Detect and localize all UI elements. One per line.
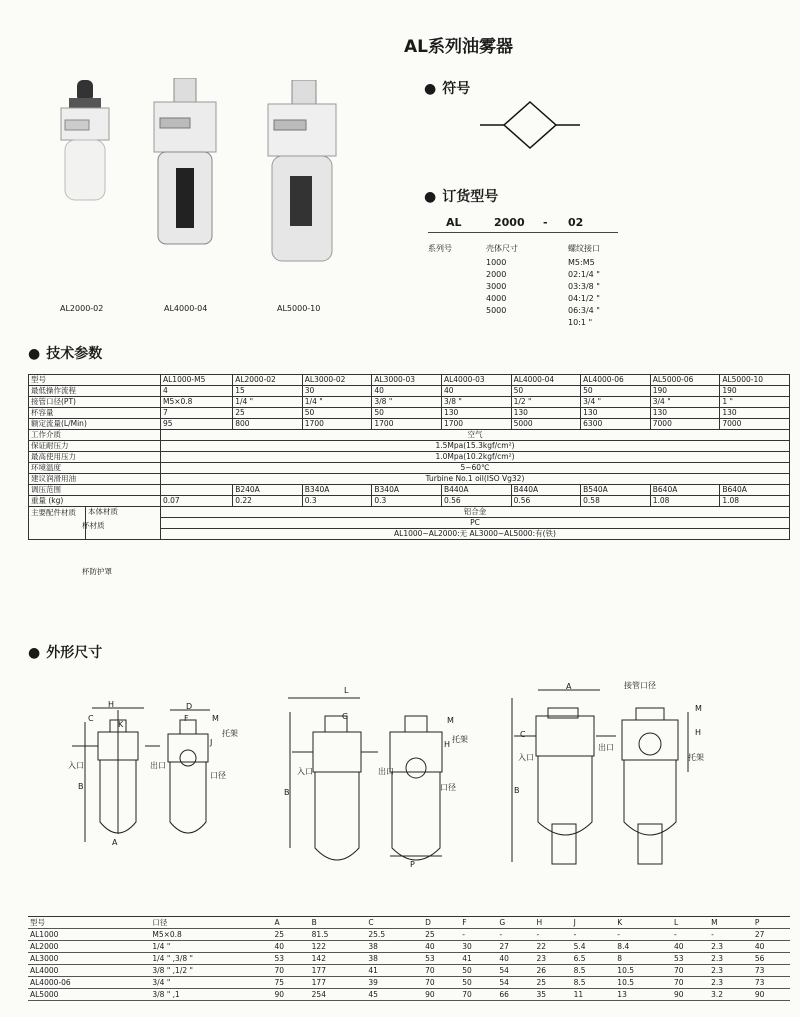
- table-row: [29, 452, 790, 463]
- table-cell: 0.3: [372, 496, 442, 507]
- table-cell: B340A: [302, 485, 372, 496]
- table-cell: 7: [161, 408, 233, 419]
- table-row: [29, 397, 790, 408]
- dim-letter: K: [118, 720, 124, 729]
- table-cell: 50: [372, 408, 442, 419]
- table-row: [28, 953, 790, 965]
- table-cell: 81.5: [310, 929, 367, 941]
- dims-heading: ● 外形尺寸: [28, 645, 103, 661]
- table-cell: 1.08: [650, 496, 720, 507]
- table-cell: 1700: [372, 419, 442, 430]
- table-cell: B440A: [511, 485, 581, 496]
- table-cell: 800: [233, 419, 303, 430]
- table-cell: 型号: [28, 917, 150, 929]
- table-cell: 50: [511, 386, 581, 397]
- table-row: [28, 941, 790, 953]
- table-cell: 25: [233, 408, 303, 419]
- table-cell: 杯容量: [29, 408, 161, 419]
- table-cell: 最高使用压力: [29, 452, 161, 463]
- table-cell: 0.56: [441, 496, 511, 507]
- table-cell: AL5000: [28, 989, 150, 1001]
- table-cell: 41: [460, 953, 497, 965]
- table-cell: 保证耐压力: [29, 441, 161, 452]
- port-label: 口径: [210, 771, 226, 780]
- table-cell: 53: [273, 953, 310, 965]
- spec-header-label: 型号: [29, 375, 161, 386]
- tech-heading: ● 技术参数: [28, 346, 103, 362]
- dim-letter: P: [410, 860, 415, 869]
- dim-letter: M: [212, 714, 219, 723]
- table-cell: AL3000-02: [302, 375, 372, 386]
- table-cell: 2.3: [709, 953, 753, 965]
- table-cell: 40: [441, 386, 511, 397]
- pipe-port-label: 接管口径: [624, 681, 656, 690]
- order-code-series: AL: [446, 216, 462, 229]
- table-row: [29, 419, 790, 430]
- table-cell: 54: [497, 965, 534, 977]
- dim-letter: B: [78, 782, 84, 791]
- table-cell: 27: [497, 941, 534, 953]
- table-cell: 口径: [150, 917, 272, 929]
- table-cell: 130: [511, 408, 581, 419]
- table-cell: 53: [423, 953, 460, 965]
- port-label: 螺纹接口: [568, 244, 600, 253]
- dim-letter: D: [186, 702, 193, 711]
- material-part-label: 杯材质: [82, 521, 105, 530]
- table-cell: 35: [535, 989, 572, 1001]
- table-cell: 1/4 " ,3/8 ": [150, 953, 272, 965]
- outlet-label: 出口: [150, 761, 166, 770]
- dim-letter: H: [444, 740, 451, 749]
- dim-letter: H: [108, 700, 115, 709]
- table-cell: 1.0Mpa(10.2kgf/cm²): [161, 452, 790, 463]
- drawing-al5000-side: [622, 708, 688, 864]
- table-row: [29, 474, 790, 485]
- order-code-dash: -: [543, 216, 548, 229]
- table-cell: 最低操作流程: [29, 386, 161, 397]
- table-cell: 0.3: [302, 496, 372, 507]
- dim-letter: M: [447, 716, 454, 725]
- table-header-row: [28, 917, 790, 929]
- table-cell: 70: [273, 965, 310, 977]
- drawing-al3000-side: [390, 716, 442, 860]
- table-cell: 25: [423, 929, 460, 941]
- table-cell: 66: [497, 989, 534, 1001]
- table-cell: 接管口径(PT): [29, 397, 161, 408]
- table-row: [29, 386, 790, 397]
- table-cell: 0.07: [161, 496, 233, 507]
- table-cell: M5×0.8: [150, 929, 272, 941]
- dim-letter: B: [514, 786, 520, 795]
- table-cell: -: [535, 929, 572, 941]
- table-cell: 工作介质: [29, 430, 161, 441]
- table-cell: 50: [581, 386, 651, 397]
- table-row: [29, 430, 790, 441]
- table-cell: 30: [460, 941, 497, 953]
- dim-letter: B: [284, 788, 290, 797]
- table-cell: -: [497, 929, 534, 941]
- table-cell: 50: [302, 408, 372, 419]
- table-cell: 8.4: [615, 941, 672, 953]
- table-cell: 13: [615, 989, 672, 1001]
- table-cell: 90: [672, 989, 709, 1001]
- spec-table: [28, 374, 790, 540]
- table-cell: AL5000-06: [650, 375, 720, 386]
- table-header-row: [29, 375, 790, 386]
- table-cell: 6300: [581, 419, 651, 430]
- table-cell: B440A: [441, 485, 511, 496]
- table-cell: 1 ": [720, 397, 790, 408]
- table-cell: 122: [310, 941, 367, 953]
- product-image-al4000: [150, 78, 220, 248]
- table-cell: 1/2 ": [511, 397, 581, 408]
- table-cell: 73: [753, 965, 790, 977]
- table-cell: 254: [310, 989, 367, 1001]
- dimension-table: [28, 916, 790, 1001]
- table-cell: 0.22: [233, 496, 303, 507]
- table-cell: 7000: [650, 419, 720, 430]
- drawing-al5000-front: [512, 690, 616, 864]
- table-cell: 8: [615, 953, 672, 965]
- table-cell: -: [460, 929, 497, 941]
- order-code-body: 2000: [494, 216, 525, 229]
- bracket-label: 托架: [688, 753, 704, 762]
- series-label: 系列号: [428, 244, 452, 253]
- inlet-label: 入口: [518, 753, 534, 762]
- table-cell: 56: [753, 953, 790, 965]
- table-row: [28, 989, 790, 1001]
- bracket-label: 托架: [222, 729, 238, 738]
- table-cell: G: [497, 917, 534, 929]
- table-cell: AL3000: [28, 953, 150, 965]
- product-caption: AL5000-10: [277, 304, 321, 313]
- table-cell: 3/8 " ,1/2 ": [150, 965, 272, 977]
- dimension-drawings: [60, 672, 780, 907]
- table-row: [29, 507, 790, 518]
- table-cell: 空气: [161, 430, 790, 441]
- table-cell: 调压范围: [29, 485, 161, 496]
- table-cell: 2.3: [709, 977, 753, 989]
- table-cell: AL5000-10: [720, 375, 790, 386]
- table-cell: 130: [581, 408, 651, 419]
- symbol-heading: ● 符号: [424, 81, 471, 97]
- table-cell: 41: [366, 965, 423, 977]
- table-row: [28, 977, 790, 989]
- table-cell: -: [672, 929, 709, 941]
- table-cell: 0.56: [511, 496, 581, 507]
- table-cell: 38: [366, 941, 423, 953]
- table-cell: AL4000-03: [441, 375, 511, 386]
- table-cell: L: [672, 917, 709, 929]
- product-caption: AL4000-04: [164, 304, 208, 313]
- table-cell: 190: [720, 386, 790, 397]
- table-cell: M5×0.8: [161, 397, 233, 408]
- drawing-al1000-side: [168, 710, 213, 833]
- table-cell: 50: [460, 965, 497, 977]
- table-cell: J: [572, 917, 616, 929]
- table-cell: H: [535, 917, 572, 929]
- table-cell: 30: [302, 386, 372, 397]
- table-cell: AL4000-06: [581, 375, 651, 386]
- bracket-label: 托架: [452, 735, 468, 744]
- dim-letter: M: [695, 704, 702, 713]
- table-cell: 27: [753, 929, 790, 941]
- table-cell: 90: [273, 989, 310, 1001]
- table-cell: 2.3: [709, 941, 753, 953]
- table-cell: 130: [720, 408, 790, 419]
- table-cell: 额定流量(L/Min): [29, 419, 161, 430]
- table-cell: D: [423, 917, 460, 929]
- page-title: AL系列油雾器: [404, 37, 513, 57]
- table-cell: 40: [423, 941, 460, 953]
- table-cell: B640A: [650, 485, 720, 496]
- table-cell: 90: [753, 989, 790, 1001]
- table-cell: -: [572, 929, 616, 941]
- table-cell: 70: [423, 977, 460, 989]
- table-cell: 23: [535, 953, 572, 965]
- table-row: [28, 929, 790, 941]
- dim-letter: H: [695, 728, 702, 737]
- table-cell: B340A: [372, 485, 442, 496]
- table-cell: 73: [753, 977, 790, 989]
- dim-letter: G: [342, 712, 349, 721]
- table-cell: 40: [372, 386, 442, 397]
- table-cell: A: [273, 917, 310, 929]
- table-cell: 建议润滑用油: [29, 474, 161, 485]
- table-cell: 3/4 ": [581, 397, 651, 408]
- table-cell: 75: [273, 977, 310, 989]
- table-cell: 主要配件材质 本体材质: [29, 507, 161, 540]
- table-cell: 25.5: [366, 929, 423, 941]
- lubricator-symbol-icon: [480, 100, 580, 154]
- table-cell: 39: [366, 977, 423, 989]
- table-cell: AL4000: [28, 965, 150, 977]
- table-cell: 53: [672, 953, 709, 965]
- body-size-list: 1000 2000 3000 4000 5000: [486, 258, 507, 315]
- table-cell: C: [366, 917, 423, 929]
- table-cell: 环境温度: [29, 463, 161, 474]
- table-cell: 重量 (kg): [29, 496, 161, 507]
- table-cell: 70: [423, 965, 460, 977]
- table-cell: K: [615, 917, 672, 929]
- table-cell: 40: [753, 941, 790, 953]
- table-cell: 25: [535, 977, 572, 989]
- table-cell: 6.5: [572, 953, 616, 965]
- table-cell: 1/4 ": [302, 397, 372, 408]
- table-row: [28, 965, 790, 977]
- table-cell: 3/8 " ,1: [150, 989, 272, 1001]
- table-cell: [161, 485, 233, 496]
- table-cell: 5000: [511, 419, 581, 430]
- drawing-al1000-front: [72, 708, 160, 842]
- dim-letter: J: [210, 738, 213, 747]
- table-cell: Turbine No.1 oil(ISO Vg32): [161, 474, 790, 485]
- inlet-label: 入口: [297, 767, 313, 776]
- table-cell: 3/4 ": [150, 977, 272, 989]
- table-cell: 4: [161, 386, 233, 397]
- table-cell: 3/4 ": [650, 397, 720, 408]
- table-row: [29, 485, 790, 496]
- table-cell: M: [709, 917, 753, 929]
- table-cell: B640A: [720, 485, 790, 496]
- dim-letter: L: [344, 686, 349, 695]
- table-cell: AL4000-04: [511, 375, 581, 386]
- table-cell: 铝合金: [161, 507, 790, 518]
- table-cell: 2.3: [709, 965, 753, 977]
- table-cell: 22: [535, 941, 572, 953]
- material-label: 主要配件材质: [29, 507, 86, 539]
- drawing-al3000-front: [288, 698, 378, 860]
- table-cell: 3.2: [709, 989, 753, 1001]
- table-cell: 5~60℃: [161, 463, 790, 474]
- table-row: [29, 496, 790, 507]
- outlet-label: 出口: [378, 767, 394, 776]
- order-code-port: 02: [568, 216, 584, 229]
- table-cell: 0.58: [581, 496, 651, 507]
- product-caption: AL2000-02: [60, 304, 104, 313]
- product-image-al2000: [55, 80, 115, 205]
- table-cell: 38: [366, 953, 423, 965]
- table-cell: P: [753, 917, 790, 929]
- table-cell: AL2000-02: [233, 375, 303, 386]
- inlet-label: 入口: [68, 761, 84, 770]
- table-cell: 40: [672, 941, 709, 953]
- table-cell: 8.5: [572, 977, 616, 989]
- table-row: [29, 441, 790, 452]
- table-cell: AL2000: [28, 941, 150, 953]
- table-cell: 7000: [720, 419, 790, 430]
- table-cell: B240A: [233, 485, 303, 496]
- dim-letter: C: [520, 730, 526, 739]
- table-cell: 3/8 ": [372, 397, 442, 408]
- dim-letter: A: [112, 838, 118, 847]
- table-cell: 190: [650, 386, 720, 397]
- table-cell: 177: [310, 965, 367, 977]
- table-cell: PC: [161, 518, 790, 529]
- table-cell: 1/4 ": [150, 941, 272, 953]
- dim-letter: C: [88, 714, 94, 723]
- table-cell: 1700: [441, 419, 511, 430]
- table-cell: 1.5Mpa(15.3kgf/cm²): [161, 441, 790, 452]
- dim-letter: F: [184, 714, 189, 723]
- order-heading: ● 订货型号: [424, 189, 499, 205]
- table-cell: 11: [572, 989, 616, 1001]
- material-part-label: 杯防护罩: [82, 567, 112, 576]
- table-cell: 70: [460, 989, 497, 1001]
- table-cell: 25: [273, 929, 310, 941]
- table-cell: 142: [310, 953, 367, 965]
- table-cell: 1.08: [720, 496, 790, 507]
- table-cell: 3/8 ": [441, 397, 511, 408]
- table-cell: 50: [460, 977, 497, 989]
- table-cell: -: [709, 929, 753, 941]
- table-cell: 130: [650, 408, 720, 419]
- table-cell: 10.5: [615, 965, 672, 977]
- table-cell: AL1000~AL2000:无 AL3000~AL5000:有(铁): [161, 529, 790, 540]
- product-image-al5000: [262, 80, 342, 265]
- body-label: 壳体尺寸: [486, 244, 518, 253]
- table-cell: 45: [366, 989, 423, 1001]
- port-label: 口径: [440, 783, 456, 792]
- table-cell: AL1000: [28, 929, 150, 941]
- table-cell: 70: [672, 965, 709, 977]
- table-cell: B540A: [581, 485, 651, 496]
- table-cell: 130: [441, 408, 511, 419]
- table-cell: F: [460, 917, 497, 929]
- table-cell: 15: [233, 386, 303, 397]
- table-cell: 1700: [302, 419, 372, 430]
- table-cell: AL3000-03: [372, 375, 442, 386]
- table-cell: 8.5: [572, 965, 616, 977]
- table-cell: 177: [310, 977, 367, 989]
- table-cell: 40: [273, 941, 310, 953]
- outlet-label: 出口: [598, 743, 614, 752]
- table-row: [29, 408, 790, 419]
- table-cell: 95: [161, 419, 233, 430]
- order-code-row: [428, 214, 618, 233]
- table-row: [29, 463, 790, 474]
- table-cell: B: [310, 917, 367, 929]
- port-list: M5:M5 02:1/4 " 03:3/8 " 04:1/2 " 06:3/4 " 10:1 ": [568, 258, 600, 327]
- table-cell: 5.4: [572, 941, 616, 953]
- dim-letter: A: [566, 682, 572, 691]
- table-cell: 40: [497, 953, 534, 965]
- table-cell: AL4000-06: [28, 977, 150, 989]
- table-cell: 54: [497, 977, 534, 989]
- table-cell: 10.5: [615, 977, 672, 989]
- table-cell: -: [615, 929, 672, 941]
- table-cell: AL1000-M5: [161, 375, 233, 386]
- table-cell: 90: [423, 989, 460, 1001]
- table-cell: 70: [672, 977, 709, 989]
- table-cell: 26: [535, 965, 572, 977]
- table-cell: 1/4 ": [233, 397, 303, 408]
